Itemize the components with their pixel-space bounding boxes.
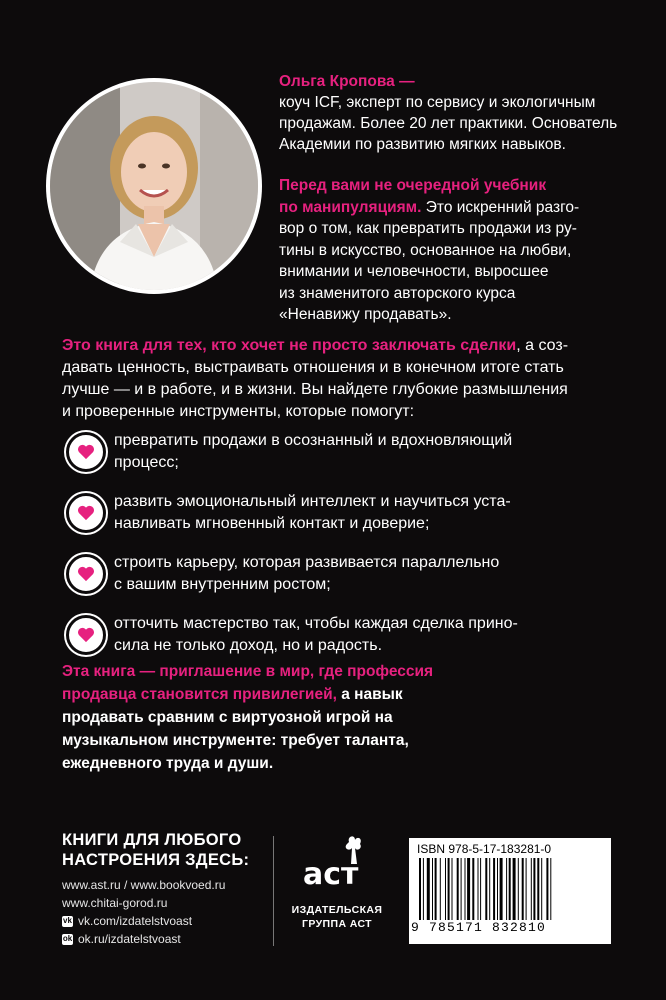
barcode-bar bbox=[445, 858, 446, 920]
heart-icon bbox=[66, 615, 106, 655]
benefit-list bbox=[62, 430, 622, 674]
vk-link[interactable] bbox=[62, 912, 292, 930]
barcode-bars bbox=[419, 858, 603, 920]
barcode-digits: 9 785171 832810 bbox=[411, 920, 547, 935]
portrait-illustration bbox=[50, 82, 258, 290]
heart-icon bbox=[66, 432, 106, 472]
website-link[interactable]: www.ast.ru / www.bookvoed.ru bbox=[62, 878, 226, 892]
barcode-bar bbox=[497, 858, 498, 920]
footer-divider bbox=[273, 836, 274, 946]
ok-link-text: ok.ru/izdatelstvoast bbox=[78, 932, 181, 946]
closing-highlight: продавца становится привилегией, bbox=[62, 686, 337, 703]
lead-text: , а соз- bbox=[516, 337, 569, 354]
closing-text: а навык bbox=[336, 686, 403, 703]
intro-highlight: по манипуляциям. bbox=[279, 198, 422, 216]
isbn-number: ISBN 978-5-17-183281-0 bbox=[417, 842, 552, 856]
list-item bbox=[62, 491, 622, 535]
author-bio bbox=[279, 71, 619, 155]
barcode-bar bbox=[452, 858, 453, 920]
barcode-bar bbox=[478, 858, 479, 920]
ok-icon: ok bbox=[62, 934, 73, 943]
footer-headline-line: НАСТРОЕНИЯ ЗДЕСЬ: bbox=[62, 851, 250, 869]
barcode-bar bbox=[493, 858, 495, 920]
barcode-bar bbox=[465, 858, 466, 920]
ok-link[interactable] bbox=[62, 930, 292, 948]
barcode-bar bbox=[513, 858, 516, 920]
intro-text: тины в искусство, основанное на любви, bbox=[279, 241, 572, 259]
barcode-bar bbox=[531, 858, 532, 920]
intro-text: «Ненавижу продавать». bbox=[279, 306, 452, 323]
list-item-text: навливать мгновенный контакт и доверие; bbox=[114, 515, 430, 532]
barcode-bar bbox=[550, 858, 551, 920]
heart-icon bbox=[66, 493, 106, 533]
vk-icon: vk bbox=[63, 916, 72, 925]
closing-highlight: Эта книга — приглашение в мир, где профессия bbox=[62, 663, 434, 680]
publisher-label: ИЗДАТЕЛЬСКАЯ bbox=[291, 904, 383, 916]
barcode-bar bbox=[419, 858, 421, 920]
author-name: Ольга Кропова — bbox=[279, 73, 415, 90]
list-item-text: процесс; bbox=[114, 454, 179, 471]
footer-links bbox=[62, 830, 292, 948]
list-item-text: сила не только доход, но и радость. bbox=[114, 637, 383, 654]
barcode-bar bbox=[526, 858, 527, 920]
barcode-bar bbox=[457, 858, 459, 920]
list-item-text: строить карьеру, которая развивается параллельно bbox=[114, 554, 500, 571]
barcode-bar bbox=[541, 858, 542, 920]
isbn-barcode bbox=[409, 838, 611, 944]
intro-text: вор о том, как превратить продажи из ру- bbox=[279, 220, 577, 237]
barcode-bar bbox=[432, 858, 433, 920]
logo-wordmark: аст bbox=[303, 857, 359, 892]
list-item bbox=[62, 552, 622, 596]
barcode-bar bbox=[461, 858, 462, 920]
lead-text: давать ценность, выстраивать отношения и в конечном итоге стать bbox=[62, 359, 564, 376]
barcode-bar bbox=[537, 858, 539, 920]
barcode-bar bbox=[509, 858, 511, 920]
intro-paragraph bbox=[279, 175, 629, 326]
lead-paragraph bbox=[62, 335, 622, 423]
barcode-bar bbox=[489, 858, 490, 920]
barcode-bar bbox=[435, 858, 437, 920]
closing-text: музыкальном инструменте: требует таланта, bbox=[62, 732, 409, 749]
list-item bbox=[62, 613, 622, 657]
website-link[interactable]: www.chitai-gorod.ru bbox=[62, 896, 168, 910]
author-bio-line: продажам. Более 20 лет практики. Основатель bbox=[279, 115, 618, 132]
barcode-bar bbox=[485, 858, 487, 920]
intro-text: внимании и человечности, выросшее bbox=[279, 263, 549, 280]
barcode-bar bbox=[533, 858, 535, 920]
vk-link-text: vk.com/izdatelstvoast bbox=[78, 914, 193, 928]
barcode-bar bbox=[467, 858, 470, 920]
barcode-bar bbox=[500, 858, 503, 920]
ast-logo-icon bbox=[297, 834, 377, 898]
list-item bbox=[62, 430, 622, 474]
barcode-bar bbox=[480, 858, 481, 920]
barcode-bar bbox=[472, 858, 474, 920]
author-bio-line: Академии по развитию мягких навыков. bbox=[279, 136, 566, 153]
publisher-logo bbox=[284, 834, 390, 931]
list-item-text: отточить мастерство так, чтобы каждая сделка прино- bbox=[114, 615, 518, 632]
list-item-text: превратить продажи в осознанный и вдохновляющий bbox=[114, 432, 513, 449]
barcode-bar bbox=[427, 858, 430, 920]
intro-highlight: Перед вами не очередной учебник bbox=[279, 177, 547, 194]
lead-text: лучше — и в работе, и в жизни. Вы найдете глубокие размышления bbox=[62, 381, 568, 398]
barcode-bar bbox=[448, 858, 450, 920]
list-item-text: развить эмоциональный интеллект и научиться уста- bbox=[114, 493, 511, 510]
barcode-bar bbox=[546, 858, 548, 920]
closing-paragraph bbox=[62, 660, 622, 775]
footer-headline bbox=[62, 830, 292, 870]
heart-icon bbox=[66, 554, 106, 594]
barcode-bar bbox=[423, 858, 424, 920]
list-item-text: с вашим внутренним ростом; bbox=[114, 576, 331, 593]
publisher-label: ГРУППА АСТ bbox=[302, 918, 372, 930]
closing-text: продавать сравним с виртуозной игрой на bbox=[62, 709, 393, 726]
closing-text: ежедневного труда и души. bbox=[62, 755, 274, 772]
footer-headline-line: КНИГИ ДЛЯ ЛЮБОГО bbox=[62, 831, 242, 849]
intro-text: из знаменитого авторского курса bbox=[279, 284, 516, 302]
barcode-bar bbox=[506, 858, 507, 920]
barcode-bar bbox=[518, 858, 519, 920]
lead-highlight: Это книга для тех, кто хочет не просто заключать сделки bbox=[62, 337, 517, 354]
author-portrait bbox=[50, 82, 258, 290]
author-bio-line: коуч ICF, эксперт по сервису и экологичным bbox=[279, 94, 596, 111]
barcode-bar bbox=[440, 858, 441, 920]
barcode-bar bbox=[522, 858, 524, 920]
intro-text: Это искренний разго- bbox=[421, 198, 580, 216]
lead-text: и проверенные инструменты, которые помогут: bbox=[62, 403, 415, 420]
